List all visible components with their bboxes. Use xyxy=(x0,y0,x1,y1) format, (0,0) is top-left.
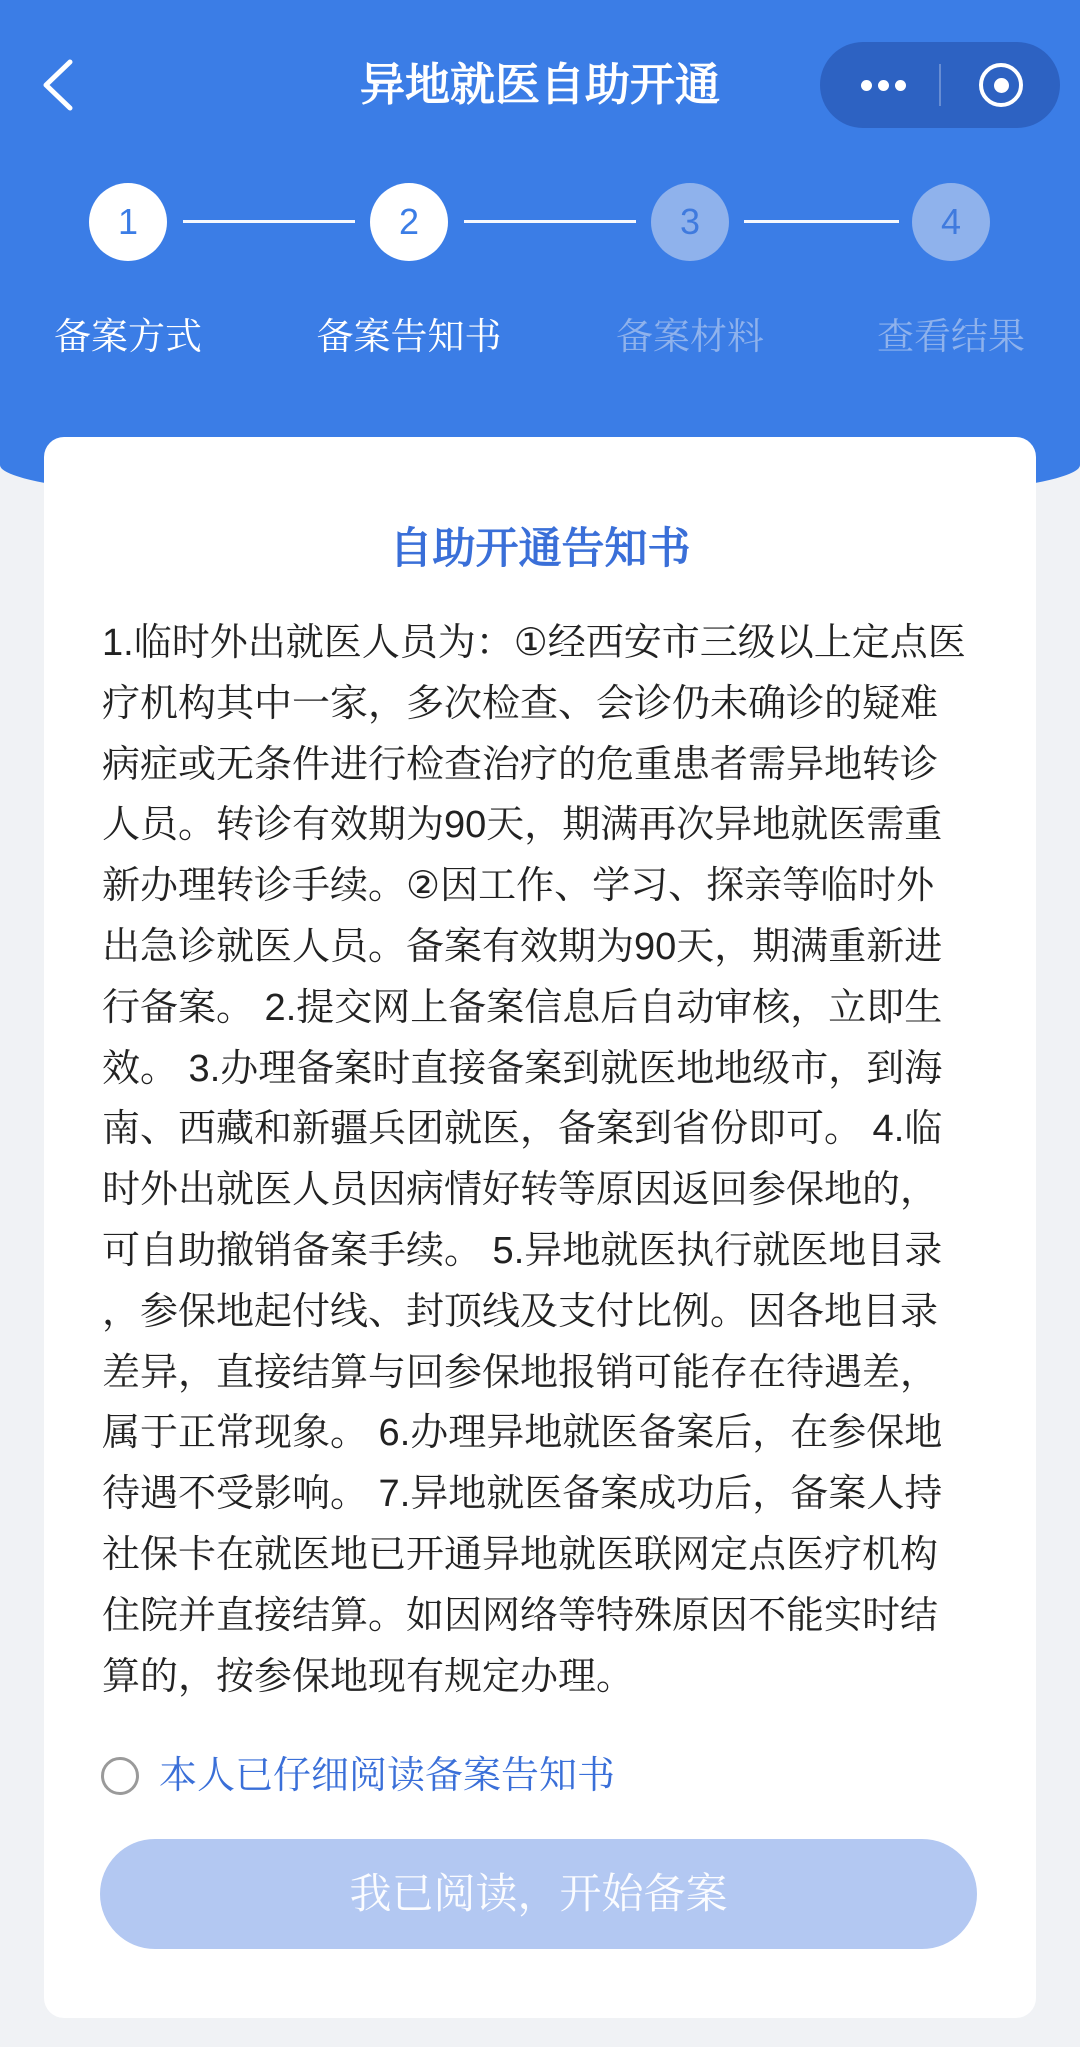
notice-line: 病症或无条件进行检查治疗的危重患者需异地转诊 xyxy=(102,743,939,786)
step-connector xyxy=(464,220,636,223)
notice-line: 新办理转诊手续。②因工作、学习、探亲等临时外 xyxy=(102,865,935,908)
notice-body xyxy=(102,613,1002,1707)
step-4-circle: 4 xyxy=(912,183,990,261)
target-center-dot xyxy=(994,78,1009,93)
more-dots-icon xyxy=(861,80,906,91)
more-dot xyxy=(895,80,906,91)
step-connector xyxy=(183,220,355,223)
target-circle-icon xyxy=(979,63,1023,107)
step-3-circle: 3 xyxy=(651,183,729,261)
step-connector xyxy=(744,220,899,223)
step-4-label: 查看结果 xyxy=(877,316,1025,357)
more-dot xyxy=(878,80,889,91)
notice-line: 算的，按参保地现有规定办理。 xyxy=(102,1655,635,1698)
notice-line: 可自助撤销备案手续。 5.异地就医执行就医地目录 xyxy=(102,1229,943,1272)
more-dot xyxy=(861,80,872,91)
capsule-divider xyxy=(939,64,941,106)
notice-line: 人员。转诊有效期为90天，期满再次异地就医需重 xyxy=(102,804,943,847)
notice-line: 待遇不受影响。 7.异地就医备案成功后，备案人持 xyxy=(102,1473,943,1516)
notice-line: ，参保地起付线、封顶线及支付比例。因各地目录 xyxy=(102,1290,939,1333)
step-1-label: 备案方式 xyxy=(54,316,202,357)
step-3-label: 备案材料 xyxy=(616,316,764,357)
mini-program-capsule xyxy=(820,42,1060,128)
chevron-left-icon xyxy=(30,50,90,120)
page-title: 异地就医自助开通 xyxy=(359,59,720,110)
notice-line: 效。 3.办理备案时直接备案到就医地地级市，到海 xyxy=(102,1047,943,1090)
notice-line: 时外出就医人员因病情好转等原因返回参保地的， xyxy=(102,1169,939,1212)
back-button[interactable] xyxy=(30,50,90,120)
notice-line: 1.临时外出就医人员为：①经西安市三级以上定点医 xyxy=(102,622,966,664)
notice-line: 属于正常现象。 6.办理异地就医备案后，在参保地 xyxy=(102,1412,943,1455)
agreement-checkbox-row[interactable] xyxy=(101,1746,741,1806)
step-1-circle: 1 xyxy=(89,183,167,261)
notice-line: 行备案。 2.提交网上备案信息后自动审核，立即生 xyxy=(102,986,943,1029)
radio-unchecked-icon[interactable] xyxy=(101,1757,139,1795)
notice-line: 出急诊就医人员。备案有效期为90天，期满重新进 xyxy=(102,925,943,968)
notice-line: 住院并直接结算。如因网络等特殊原因不能实时结 xyxy=(102,1594,939,1637)
more-button[interactable] xyxy=(820,42,946,128)
start-filing-button[interactable]: 我已阅读，开始备案 xyxy=(100,1839,977,1949)
notice-line: 差异，直接结算与回参保地报销可能存在待遇差， xyxy=(102,1351,939,1394)
notice-line: 社保卡在就医地已开通异地就医联网定点医疗机构 xyxy=(102,1533,939,1576)
notice-card xyxy=(44,437,1036,2018)
notice-line: 南、西藏和新疆兵团就医，备案到省份即可。 4.临 xyxy=(102,1108,943,1151)
step-2-circle: 2 xyxy=(370,183,448,261)
agreement-label: 本人已仔细阅读备案告知书 xyxy=(159,1755,616,1797)
close-program-button[interactable] xyxy=(942,42,1060,128)
step-2-label: 备案告知书 xyxy=(316,316,502,357)
notice-line: 疗机构其中一家，多次检查、会诊仍未确诊的疑难 xyxy=(102,682,939,725)
notice-title: 自助开通告知书 xyxy=(389,525,691,573)
